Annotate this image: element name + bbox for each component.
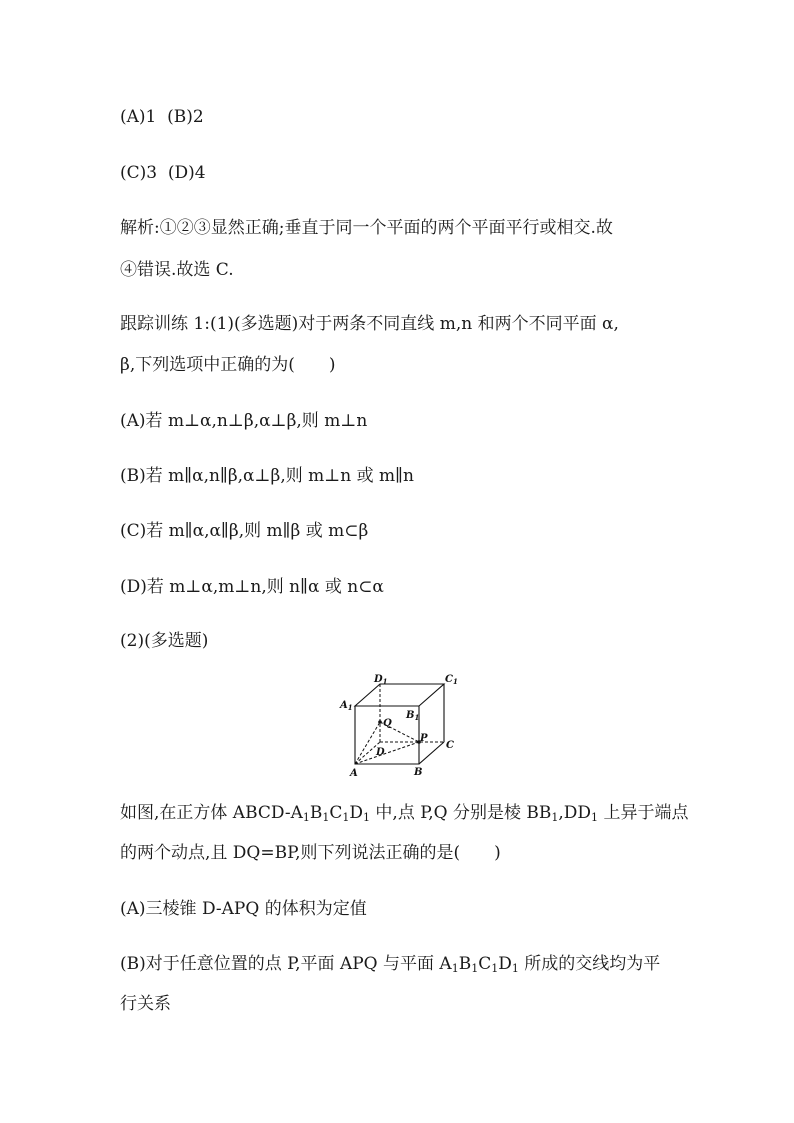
label-c1: $C_1$ bbox=[445, 674, 458, 686]
option-row-cd bbox=[120, 162, 206, 184]
cube-hidden-segment-a-p bbox=[355, 742, 419, 764]
option-d: (D)4 bbox=[167, 163, 206, 183]
part2-stem-line-1: 如图,在正方体 ABCD-$A_1B_1C_1D_1$ 中,点 P,Q 分别是棱 $BB_1,DD_1$ 上异于端点 bbox=[120, 803, 689, 824]
cube-top-face bbox=[355, 684, 444, 706]
label-d: D bbox=[376, 747, 385, 758]
label-a1: $A_1$ bbox=[340, 700, 353, 712]
part2-option-a: (A)三棱锥 D-APQ 的体积为定值 bbox=[120, 899, 367, 919]
practice-option-c: (C)若 m∥α,α∥β,则 m∥β 或 m⊂β bbox=[120, 521, 369, 541]
label-a: A bbox=[350, 768, 358, 779]
practice-stem-line-1: 跟踪训练 1:(1)(多选题)对于两条不同直线 m,n 和两个不同平面 α, bbox=[120, 314, 619, 334]
label-b: B bbox=[414, 767, 423, 778]
label-c: C bbox=[446, 740, 454, 751]
practice-option-b: (B)若 m∥α,n∥β,α⊥β,则 m⊥n 或 m∥n bbox=[120, 466, 414, 486]
cube-edge-b-c bbox=[419, 742, 444, 764]
part2-option-b-line-2: 行关系 bbox=[120, 994, 171, 1014]
part2-header: (2)(多选题) bbox=[120, 631, 209, 651]
practice-stem-line-2: β,下列选项中正确的为( ) bbox=[120, 355, 336, 375]
label-b1: $B_1$ bbox=[406, 710, 420, 722]
practice-option-a: (A)若 m⊥α,n⊥β,α⊥β,则 m⊥n bbox=[120, 411, 368, 431]
part2-option-b-line-1: (B)对于任意位置的点 P,平面 APQ 与平面 $A_1B_1C_1D_1$ 所成的交线均为平 bbox=[120, 954, 661, 975]
option-a: (A)1 bbox=[120, 107, 157, 127]
point-q-marker bbox=[378, 720, 382, 724]
part2-stem-line-2: 的两个动点,且 DQ=BP,则下列说法正确的是( ) bbox=[120, 843, 501, 863]
option-row-ab bbox=[120, 106, 204, 128]
analysis-line-2: ④错误.故选 C. bbox=[120, 260, 234, 280]
label-d1: $D_1$ bbox=[374, 674, 388, 686]
label-p: P bbox=[420, 733, 428, 744]
option-c: (C)3 bbox=[120, 163, 158, 183]
label-q: Q bbox=[383, 718, 392, 729]
cube-figure bbox=[334, 668, 474, 780]
practice-option-d: (D)若 m⊥α,m⊥n,则 n∥α 或 n⊂α bbox=[120, 577, 384, 597]
option-b: (B)2 bbox=[167, 107, 204, 127]
analysis-line-1: 解析:①②③显然正确;垂直于同一个平面的两个平面平行或相交.故 bbox=[120, 218, 613, 238]
